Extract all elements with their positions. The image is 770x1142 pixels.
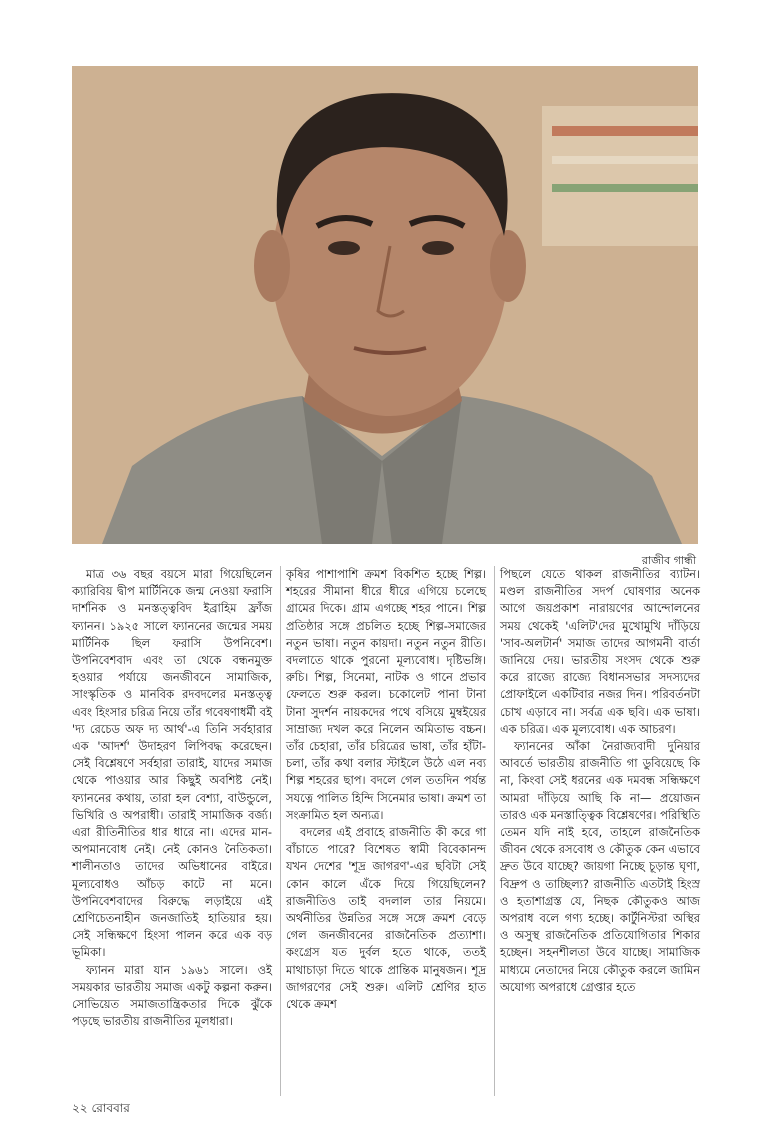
portrait-photo <box>72 66 698 544</box>
paragraph: মাত্র ৩৬ বছর বয়সে মারা গিয়েছিলেন ক্যারিবিয় দ্বীপ মার্টিনিকে জন্ম নেওয়া ফরাসি দার্শনিক ও মনস্তত্ত্ববিদ ইব্রাহিম ফ্রাঁজ ফ্যানন। ১৯২৫ সালে ফ্যাননের জন্মের সময় মার্টিনিক ছিল ফরাসি উপনিবেশ। উপনিবেশবাদ এবং তা থেকে বন্ধনমুক্ত হওয়ার পর্যায়ে জনজীবনে সামাজিক, সাংস্কৃতিক ও মানবিক রদবদলের মনস্তত্ত্ব এবং হিংসার চরিত্র নিয়ে তাঁর গবেষণাধর্মী বই 'দ্য রেচেড অফ দ্য আর্থ'-এ তিনি সর্বহারার এক 'আদর্শ' উদাহরণ লিপিবদ্ধ করেছেন। সেই বিশ্লেষণে সর্বহারা তারাই, যাদের সমাজ থেকে পাওয়ার আর কিছুই অবশিষ্ট নেই। ফ্যাননের কথায়, তারা হল বেশ্যা, বাউন্ডুলে, ভিখিরি ও অপরাধী। তারাই সামাজিক বর্জ্য। এরা রীতিনীতির ধার ধারে না। এদের মান-অপমানবোধ নেই। নেই কোনও নৈতিকতা। শালীনতাও তাদের অভিধানের বাইরে। মূল্যবোধও আঁচড় কাটে না মনে। উপনিবেশবাদের বিরুদ্ধে লড়াইয়ে এই শ্রেণিচেতনাহীন জনজাতিই হাতিয়ার হয়। সেই সন্ধিক্ষণে হিংসা পালন করে এক বড় ভূমিকা। <box>72 567 272 960</box>
article-column-2 <box>286 566 486 1013</box>
paragraph: পিছলে যেতে থাকল রাজনীতির ব্যাটন। মণ্ডল রাজনীতির সদর্প ঘোষণার অনেক আগে জয়প্রকাশ নারায়ণের আন্দোলনের সময় থেকেই 'এলিট'দের মুখোমুখি দাঁড়িয়ে 'সাব-অলটার্ন' সমাজ তাদের আগমনী বার্তা জানিয়ে দেয়। ভারতীয় সংসদ থেকে শুরু করে রাজ্যে রাজ্যে বিধানসভার সদস্যদের প্রোফাইলে একটিবার নজর দিন। পরিবর্তনটা চোখ এড়াবে না। সর্বত্র এক ছবি। এক ভাষা। এক চরিত্র। এক মূল্যবোধ। এক আচরণ। <box>500 567 700 736</box>
column-divider <box>494 566 495 1096</box>
paragraph: বদলের এই প্রবাহে রাজনীতি কী করে গা বাঁচাতে পারে? বিশেষত স্বামী বিবেকানন্দ যখন দেশের 'শূদ্র জাগরণ'-এর ছবিটা সেই কোন কালে এঁকে দিয়ে গিয়েছিলেন? রাজনীতিও তাই বদলাল তার নিয়মে। অর্থনীতির উন্নতির সঙ্গে সঙ্গে ক্রমশ বেড়ে গেল জনজীবনের রাজনৈতিক প্রত্যাশা। কংগ্রেস যত দুর্বল হতে থাকে, ততই মাথাচাড়া দিতে থাকে প্রান্তিক মানুষজন। শূদ্র জাগরণের সেই শুরু। এলিট শ্রেণির হাত থেকে ক্রমশ <box>286 825 486 1012</box>
column-divider <box>280 566 281 1096</box>
page-footer <box>72 1100 130 1120</box>
paragraph: ফ্যানন মারা যান ১৯৬১ সালে। ওই সময়কার ভারতীয় সমাজ একটু কল্পনা করুন। সোভিয়েত সমাজতান্ত্রিকতার দিকে ঝুঁকে পড়ছে ভারতীয় রাজনীতির মূলধারা। <box>72 962 272 1029</box>
page-number: ২২ <box>72 1101 88 1115</box>
article-column-1 <box>72 566 272 1030</box>
article-column-3 <box>500 566 700 996</box>
paragraph: ফ্যাননের আঁকা নৈরাজ্যবাদী দুনিয়ার আবর্তে ভারতীয় রাজনীতি গা ডুবিয়েছে কি না, কিংবা সেই ধরনের এক দমবন্ধ সন্ধিক্ষণে আমরা দাঁড়িয়ে আছি কি না— প্রয়োজন তারও এক মনস্তাত্ত্বিক বিশ্লেষণের। পরিস্থিতি তেমন যদি নাই হবে, তাহলে রাজনৈতিক জীবন থেকে রসবোধ ও কৌতুক কেন এভাবে দ্রুত উবে যাচ্ছে? জায়গা নিচ্ছে চূড়ান্ত ঘৃণা, বিদ্রুপ ও তাচ্ছিল্য? রাজনীতি এতটাই হিংস্র ও হতাশাগ্রস্ত যে, নিছক কৌতুকও আজ অপরাধ বলে গণ্য হচ্ছে। কার্টুনিস্টরা অস্থির ও অসুস্থ রাজনৈতিক প্রতিযোগিতার শিকার হচ্ছেন। সহনশীলতা উবে যাচ্ছে। সামাজিক মাধ্যমে নেতাদের নিয়ে কৌতুক করলে জামিন অযোগ্য অপরাধে গ্রেপ্তার হতে <box>500 739 700 994</box>
portrait-illustration <box>72 66 698 544</box>
photo-caption: রাজীব গান্ধী <box>641 554 696 567</box>
magazine-name: রোববার <box>91 1101 130 1115</box>
paragraph: কৃষির পাশাপাশি ক্রমশ বিকশিত হচ্ছে শিল্প। শহরের সীমানা ধীরে ধীরে এগিয়ে চলেছে গ্রামের দিকে। গ্রাম এগচ্ছে শহর পানে। শিল্প প্রতিষ্ঠার সঙ্গে প্রচলিত হচ্ছে শিল্প-সমাজের নতুন ভাষা। নতুন কায়দা। নতুন নতুন রীতি। বদলাতে থাকে পুরনো মূল্যবোধ। দৃষ্টিভঙ্গি। রুচি। শিল্প, সিনেমা, নাটক ও গানে প্রভাব ফেলতে শুরু করল। চকোলেট পানা টানা টানা সুদর্শন নায়কদের পথে বসিয়ে মুম্বইয়ের সাম্রাজ্য দখল করে নিলেন অমিতাভ বচ্চন। তাঁর চেহারা, তাঁর চরিত্রের ভাষা, তাঁর হাঁটা-চলা, তাঁর কথা বলার স্টাইলে উঠে এল নব্য শিল্প শহরের ছাপ। বদলে গেল ততদিন পর্যন্ত সযত্নে পালিত হিন্দি সিনেমার ভাষা। ক্রমশ তা সংক্রামিত হল অন্যত্র। <box>286 567 486 822</box>
